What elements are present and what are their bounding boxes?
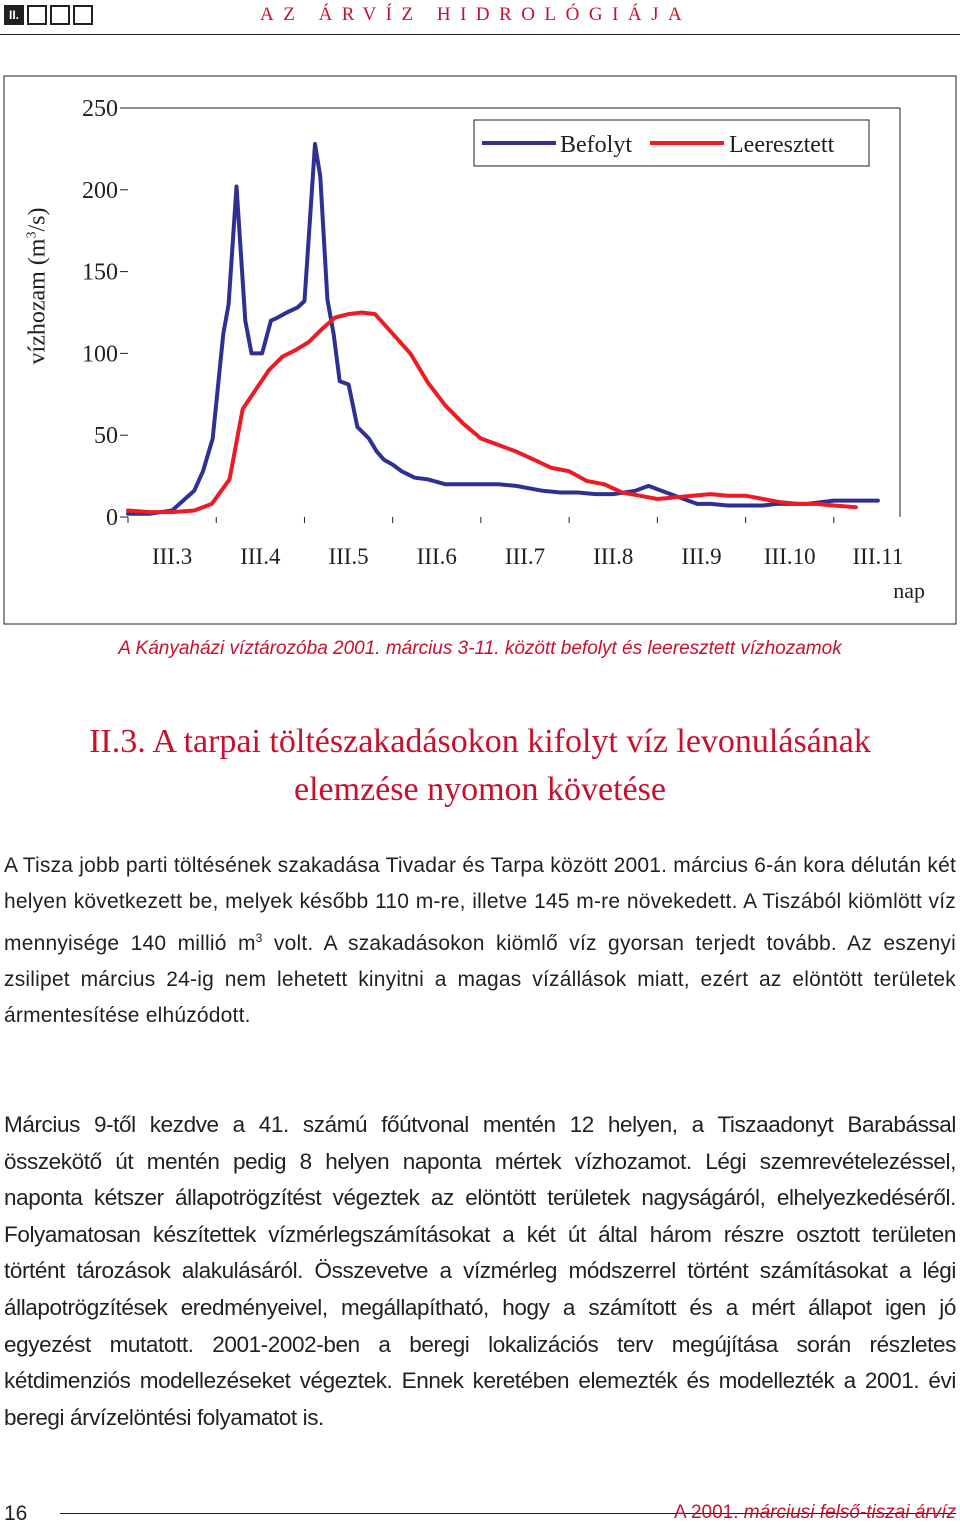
y-axis-label <box>25 208 52 365</box>
x-tick-label: III.4 <box>240 544 281 569</box>
figure-caption: A Kányaházi víztározóba 2001. március 3-11. között befolyt és leeresztett vízhozamok <box>118 638 842 659</box>
paragraph-1 <box>4 848 956 1034</box>
y-tick-label: 100 <box>82 341 118 368</box>
section-title-line-1: II.3. A tarpai töltészakadásokon kifolyt víz levonulásának <box>89 723 871 760</box>
x-tick-label: III.6 <box>416 544 457 569</box>
x-tick-label: III.3 <box>151 544 193 569</box>
paragraph-2: Március 9-től kezdve a 41. számú főútvonal mentén 12 helyen, a Tiszaadonyt Barabással összekötő út mentén pedig 8 helyen naponta mértek vízhozamot. Légi szemrevételezéssel, naponta kétszer állapotrögzítést végeztek az elöntött területek nagyságáról, elhelyezkedéséről. Folyamatosan készítettek vízmérlegszámításokat a két út által három részre osztott területen történt tározások alakulásáról. Összevetve a vízmérleg módszerrel történt számításokat a légi állapotrögzítések eredményeivel, megállapítható, hogy a számított és a mért állapot igen jó egyezést mutatott. 2001-2002-ben a beregi lokalizációs terv megújítása során részletes kétdimenziós modellezéseket végeztek. Ennek keretében elemezték és modellezték a 2001. évi beregi árvízelöntési folyamatot is. <box>4 1112 956 1430</box>
x-tick-label: III.8 <box>593 544 634 569</box>
y-tick-label: 0 <box>106 505 118 531</box>
section-title-line-2: elemzése nyomon követése <box>294 771 666 808</box>
page-number: 16 <box>4 1502 28 1525</box>
chapter-marker-box-active: II. <box>4 5 24 25</box>
x-tick-label: III.10 <box>763 544 816 569</box>
y-tick-label: 150 <box>82 259 118 286</box>
y-tick-label: 200 <box>82 177 118 204</box>
x-tick-label: III.9 <box>681 544 722 569</box>
flow-chart <box>0 0 960 640</box>
legend-label-leeresztett: Leeresztett <box>729 132 835 158</box>
footer-running-title <box>674 1502 956 1524</box>
y-axis-label-end: /s) <box>24 207 51 232</box>
footer-text-italic: márciusi felső-tiszai árvíz <box>743 1502 956 1523</box>
legend-label-befolyt: Befolyt <box>560 132 632 158</box>
x-tick-label: III.5 <box>328 544 369 569</box>
section-title <box>0 718 960 814</box>
paragraph-1-superscript: 3 <box>255 931 263 945</box>
flow-chart-svg <box>0 0 960 640</box>
chart-legend <box>474 120 869 166</box>
y-axis-label-main: vízhozam (m <box>24 238 51 365</box>
paragraph-1-text-a: A Tisza jobb parti töltésének szakadása Tivadar és Tarpa között 2001. március 6-án kora délután két helyen következett be, melyek később 110 m-re, illetve 145 m-re növekedett. A Tiszából kiömlött víz mennyisége 140 millió m <box>4 854 956 955</box>
x-tick-label: III.11 <box>852 544 904 569</box>
y-tick-label: 50 <box>94 423 118 450</box>
paragraph-1-text-b: volt. A szakadásokon kiömlő víz gyorsan terjedt tovább. Az eszenyi zsilipet március 24-ig nem lehetett kinyitni a magas vízállások miatt, ezért az elöntött területek ármentesítése elhúzódott. <box>4 932 956 1027</box>
x-tick-label: III.7 <box>504 544 546 569</box>
y-tick-label: 250 <box>82 96 118 122</box>
running-title: AZ ÁRVÍZ HIDROLÓGIÁJA <box>260 4 692 25</box>
y-axis-label-sup: 3 <box>24 231 40 239</box>
footer-text-prefix: A 2001. <box>674 1502 744 1523</box>
x-axis-label: nap <box>893 578 925 603</box>
